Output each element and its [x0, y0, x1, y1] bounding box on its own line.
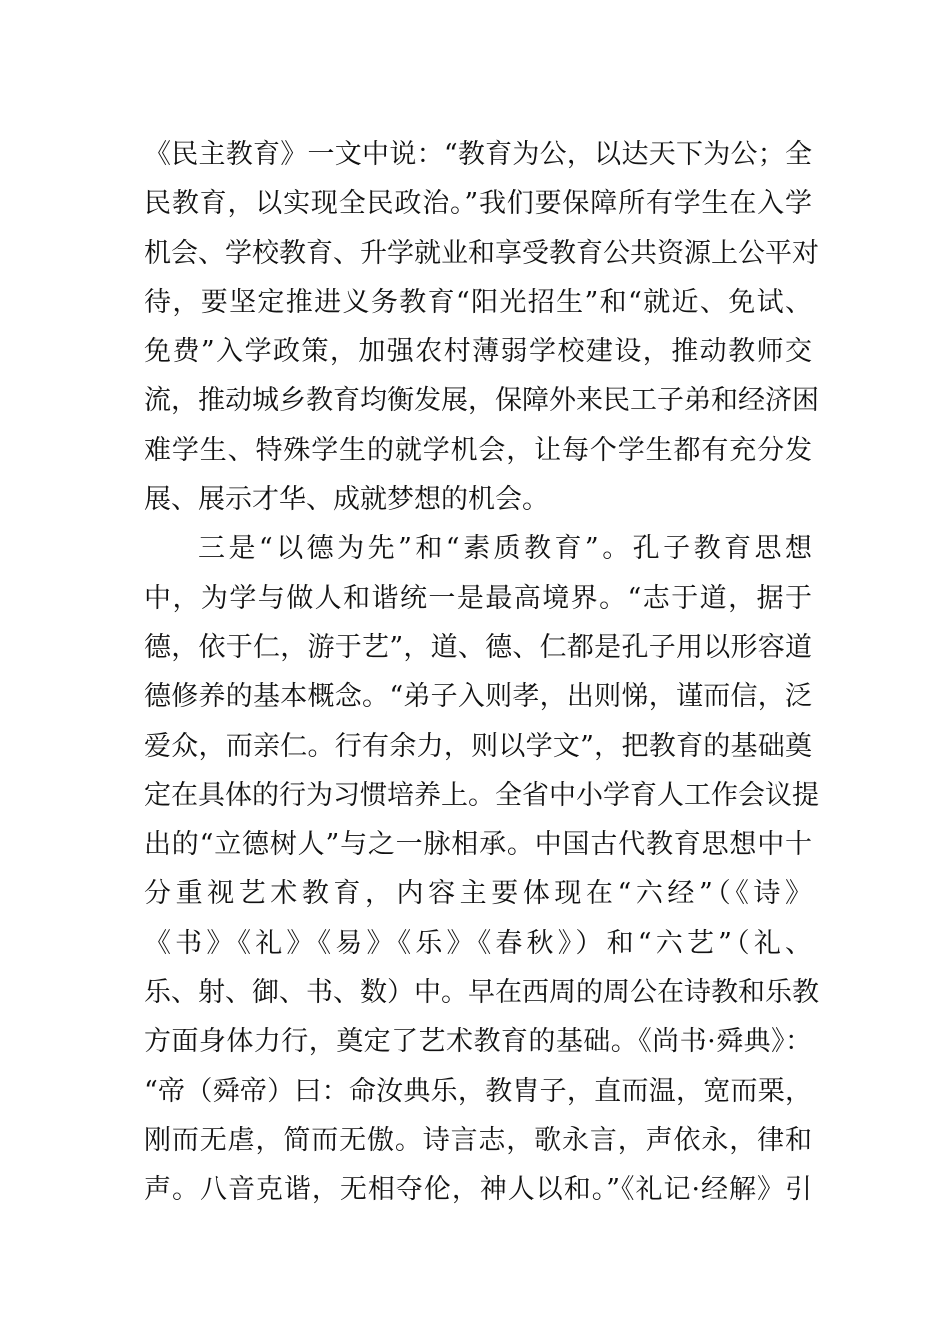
text-line: 待，要坚定推进义务教育“阳光招生”和“就近、免试、	[144, 286, 812, 318]
text-line: 声。八音克谐，无相夺伦，神人以和。”《礼记·经解》引	[144, 1174, 812, 1206]
text-line: 德，依于仁，游于艺”，道、德、仁都是孔子用以形容道	[144, 631, 812, 663]
text-line: “帝（舜帝）曰：命汝典乐，教胄子，直而温，宽而栗，	[144, 1075, 812, 1107]
text-line: 《书》《礼》《易》《乐》《春秋》）和“六艺”（礼、	[144, 927, 812, 959]
text-line: 免费”入学政策，加强农村薄弱学校建设，推动教师交	[144, 336, 812, 368]
text-line: 《民主教育》一文中说：“教育为公，以达天下为公；全	[144, 139, 812, 170]
text-line: 方面身体力行，奠定了艺术教育的基础。《尚书·舜典》：	[144, 1026, 812, 1058]
text-line: 机会、学校教育、升学就业和享受教育公共资源上公平对	[144, 237, 819, 269]
text-line: 爱众，而亲仁。行有余力，则以学文”，把教育的基础奠	[144, 730, 812, 762]
text-line: 刚而无虐，简而无傲。诗言志，歌永言，声依永，律和	[144, 1124, 812, 1156]
body-text	[144, 130, 819, 1215]
text-line: 流，推动城乡教育均衡发展，保障外来民工子弟和经济困	[144, 385, 819, 417]
text-line: 分重视艺术教育，内容主要体现在“六经”（《诗》	[144, 878, 812, 910]
text-line: 难学生、特殊学生的就学机会，让每个学生都有充分发	[144, 434, 812, 466]
text-line: 德修养的基本概念。“弟子入则孝，出则悌，谨而信，泛	[144, 681, 812, 713]
text-line: 出的“立德树人”与之一脉相承。中国古代教育思想中十	[144, 829, 812, 861]
text-line: 定在具体的行为习惯培养上。全省中小学育人工作会议提	[144, 779, 819, 811]
text-line: 展、展示才华、成就梦想的机会。	[144, 484, 549, 516]
text-line: 民教育，以实现全民政治。”我们要保障所有学生在入学	[144, 188, 812, 220]
text-line: 乐、射、御、书、数）中。早在西周的周公在诗教和乐教	[144, 977, 819, 1009]
text-line: 中，为学与做人和谐统一是最高境界。“志于道，据于	[144, 582, 812, 614]
paragraph-start-line: 三是“以德为先”和“素质教育”。孔子教育思想	[198, 533, 812, 565]
